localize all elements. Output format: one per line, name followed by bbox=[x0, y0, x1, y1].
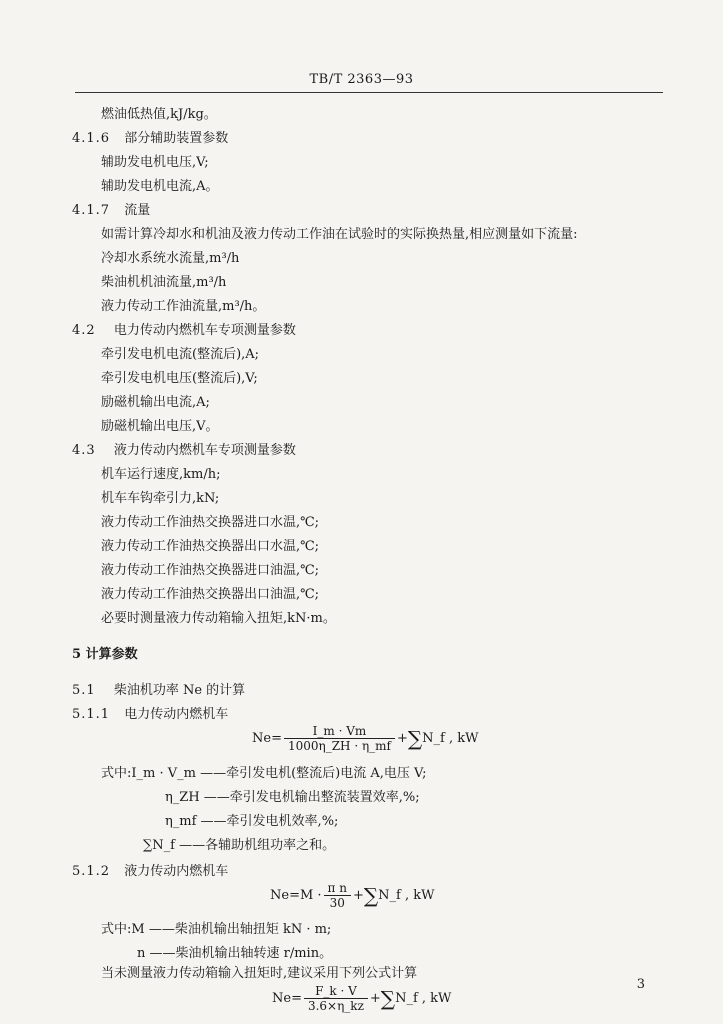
formula-numerator: I_m · Vm bbox=[312, 724, 367, 738]
formula-numerator: F_k · V bbox=[315, 984, 357, 998]
formula-denominator: 3.6×η_kz bbox=[304, 998, 368, 1013]
section-title: 电力传动内燃机车专项测量参数 bbox=[113, 323, 296, 338]
formula-tractive: Ne= $\frac{F\_k \cdot V}{3.6\times\eta\_kz}$ +∑N_f , kW bbox=[272, 984, 452, 1013]
text-line: 牵引发电机电压(整流后),V; bbox=[101, 371, 258, 386]
section-number: 5.1.2 bbox=[72, 864, 111, 879]
section-number: 4.3 bbox=[72, 443, 96, 458]
section-heading bbox=[72, 131, 228, 147]
formula-tail: N_f , kW bbox=[378, 888, 435, 903]
text-line: 液力传动工作油热交换器出口水温,℃; bbox=[101, 539, 320, 554]
sigma-symbol: ∑ bbox=[380, 986, 396, 1011]
formula-fraction bbox=[324, 881, 351, 910]
text-line: 励磁机输出电流,A; bbox=[101, 395, 210, 410]
where-line: ∑N_f ——各辅助机组功率之和。 bbox=[143, 838, 336, 853]
formula-tail: N_f , kW bbox=[422, 731, 479, 746]
text-line: 必要时测量液力传动箱输入扭矩,kN·m。 bbox=[101, 611, 336, 626]
section-number: 5.1 bbox=[72, 683, 96, 698]
text-line: 机车车钩牵引力,kN; bbox=[101, 491, 220, 506]
text-line: 牵引发电机电流(整流后),A; bbox=[101, 347, 260, 362]
text-line: 机车运行速度,km/h; bbox=[101, 467, 221, 482]
note-line: 当未测量液力传动箱输入扭矩时,建议采用下列公式计算 bbox=[101, 966, 418, 981]
where-line: η_ZH ——牵引发电机输出整流装置效率,%; bbox=[165, 790, 420, 805]
section-heading bbox=[72, 323, 296, 339]
where-line: η_mf ——牵引发电机效率,%; bbox=[165, 814, 339, 829]
text-line: 辅助发电机电流,A。 bbox=[101, 179, 219, 194]
section-number: 4.1.7 bbox=[72, 203, 111, 218]
formula-electric: Ne= $\frac{I\_m \cdot Vm}{1000\eta\_ZH \cdot \eta\_mf}$ +∑N_f , kW bbox=[252, 724, 479, 753]
formula-fraction bbox=[284, 724, 395, 753]
standard-code: TB/T 2363—93 bbox=[309, 72, 414, 87]
section-title: 部分辅助装置参数 bbox=[124, 131, 229, 146]
text-line: 液力传动工作油热交换器进口水温,℃; bbox=[101, 515, 320, 530]
text-line: 柴油机机油流量,m³/h bbox=[101, 275, 227, 290]
where-line: 式中:I_m · V_m ——牵引发电机(整流后)电流 A,电压 V; bbox=[101, 766, 427, 781]
sigma-symbol: ∑ bbox=[407, 726, 423, 751]
formula-lhs: Ne= bbox=[272, 991, 302, 1006]
text-line: 液力传动工作油热交换器出口油温,℃; bbox=[101, 587, 320, 602]
section-heading bbox=[72, 203, 150, 219]
text-line: 燃油低热值,kJ/kg。 bbox=[101, 107, 217, 122]
section-heading bbox=[72, 864, 228, 880]
formula-numerator: π n bbox=[327, 881, 347, 895]
sigma-symbol: ∑ bbox=[363, 883, 379, 908]
section-number: 5.1.1 bbox=[72, 707, 111, 722]
text-line: 励磁机输出电压,V。 bbox=[101, 419, 219, 434]
section-title: 柴油机功率 Ne 的计算 bbox=[113, 683, 246, 698]
section-title: 液力传动内燃机车专项测量参数 bbox=[113, 443, 296, 458]
text-line: 液力传动工作油流量,m³/h。 bbox=[101, 299, 266, 314]
formula-hydraulic: Ne=M · $\frac{\text{π n}}{30}$ +∑N_f , kW bbox=[270, 881, 435, 910]
section-heading bbox=[72, 683, 245, 699]
section-number: 4.1.6 bbox=[72, 131, 111, 146]
text-line: 冷却水系统水流量,m³/h bbox=[101, 251, 240, 266]
where-line: n ——柴油机输出轴转速 r/min。 bbox=[137, 946, 333, 961]
formula-lhs: Ne=M · bbox=[270, 888, 322, 903]
section-heading bbox=[72, 707, 228, 723]
formula-lhs: Ne= bbox=[252, 731, 282, 746]
formula-tail: N_f , kW bbox=[395, 991, 452, 1006]
text-line: 如需计算冷却水和机油及液力传动工作油在试验时的实际换热量,相应测量如下流量: bbox=[101, 227, 578, 242]
section-number: 4.2 bbox=[72, 323, 96, 338]
text-line: 辅助发电机电压,V; bbox=[101, 155, 209, 170]
formula-denominator: 1000η_ZH · η_mf bbox=[284, 738, 395, 753]
header-rule bbox=[75, 92, 663, 93]
section-title: 流量 bbox=[124, 203, 151, 218]
formula-denominator: 30 bbox=[324, 895, 351, 910]
section-title: 液力传动内燃机车 bbox=[124, 864, 229, 879]
text-line: 液力传动工作油热交换器进口油温,℃; bbox=[101, 563, 320, 578]
page-number: 3 bbox=[636, 977, 645, 992]
formula-fraction bbox=[304, 984, 368, 1013]
section-title: 电力传动内燃机车 bbox=[124, 707, 229, 722]
section-heading bbox=[72, 443, 296, 459]
chapter-heading: 5 计算参数 bbox=[72, 647, 138, 662]
where-line: 式中:M ——柴油机输出轴扭矩 kN · m; bbox=[101, 922, 332, 937]
